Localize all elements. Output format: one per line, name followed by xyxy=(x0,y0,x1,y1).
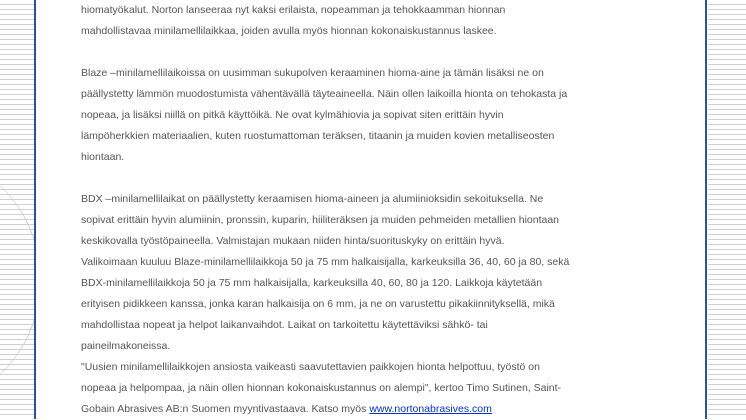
blaze-line-3: nopeaa, ja lisäksi niillä on pitkä käyttöikä. Ne ovat kylmähiovia ja sopivat siten erittäin hyvin xyxy=(81,109,504,121)
article-content-frame xyxy=(34,0,707,419)
bdx-line-3: keskikovalla työstöpaineella. Valmistajan mukaan niiden hinta/suorituskyky on erittäin hyvä. xyxy=(81,235,505,247)
article-body xyxy=(81,0,686,420)
bdx-line-8: paineilmakoneissa. xyxy=(81,340,171,352)
intro-line-2: mahdollistavaa minilamellilaikkaa, joiden avulla myös hionnan kokonaiskustannus laskee. xyxy=(81,25,497,37)
bdx-line-7: mahdollistaa nopeat ja helpot laikanvaihdot. Laikat on tarkoitettu käytettäviksi sähkö- tai xyxy=(81,319,488,331)
intro-line-1: hiomatyökalut. Norton lanseeraa nyt kaksi erilaista, nopeamman ja tehokkaamman hionnan xyxy=(81,4,506,16)
quote-line-1: "Uusien minilamellilaikkojen ansiosta vaikeasti saavutettavien paikkojen hionta helpottuu, työstö on xyxy=(81,361,540,373)
blaze-line-5: hiontaan. xyxy=(81,151,125,163)
blaze-line-2: päällystetty lämmön muodostumista vähentävällä täyteaineella. Näin ollen laikoilla hionta on tehokasta ja xyxy=(81,88,568,100)
last-line-text: Gobain Abrasives AB:n Suomen myyntivastaava. Katso myös xyxy=(81,403,370,415)
quote-line-2: nopeaa ja helpompaa, ja näin ollen hionnan kokonaiskustannus on alempi", kertoo Timo Sutinen, Saint- xyxy=(81,382,562,394)
bdx-line-2: sopivat erittäin hyvin alumiinin, pronssin, kuparin, hiiliteräksen ja muiden pehmeiden metallien hiontaan xyxy=(81,214,560,226)
bdx-line-6: erityisen pidikkeen kanssa, jonka karan halkaisija on 6 mm, ja ne on varustettu pikakiinnityksellä, mikä xyxy=(81,298,555,310)
bdx-line-5: BDX-minilamellilaikkoja 50 ja 75 mm halkaisijalla, karkeuksilla 40, 60, 80 ja 120. Laikkoja käytetään xyxy=(81,277,543,289)
quote-line-3 xyxy=(81,399,686,420)
bdx-line-4: Valikoimaan kuuluu Blaze-minilamellilaikkoja 50 ja 75 mm halkaisijalla, karkeuksilla 36, 40, 60 ja 80, sekä xyxy=(81,256,570,268)
norton-website-link[interactable]: www.nortonabrasives.com xyxy=(369,403,492,415)
right-striped-margin xyxy=(708,0,746,419)
blaze-line-1: Blaze –minilamellilaikoissa on uusimman sukupolven keraaminen hioma-aine ja tämän lisäksi ne on xyxy=(81,67,544,79)
bdx-line-1: BDX –minilamellilaikat on päällystetty keraamisen hioma-aineen ja alumiinioksidin sekoituksella. Ne xyxy=(81,193,544,205)
paragraph-spacer xyxy=(81,168,686,189)
paragraph-spacer xyxy=(81,42,686,63)
blaze-line-4: lämpöherkkien materiaalien, kuten ruostumattoman teräksen, titaanin ja muiden kovien metalliseosten xyxy=(81,130,555,142)
